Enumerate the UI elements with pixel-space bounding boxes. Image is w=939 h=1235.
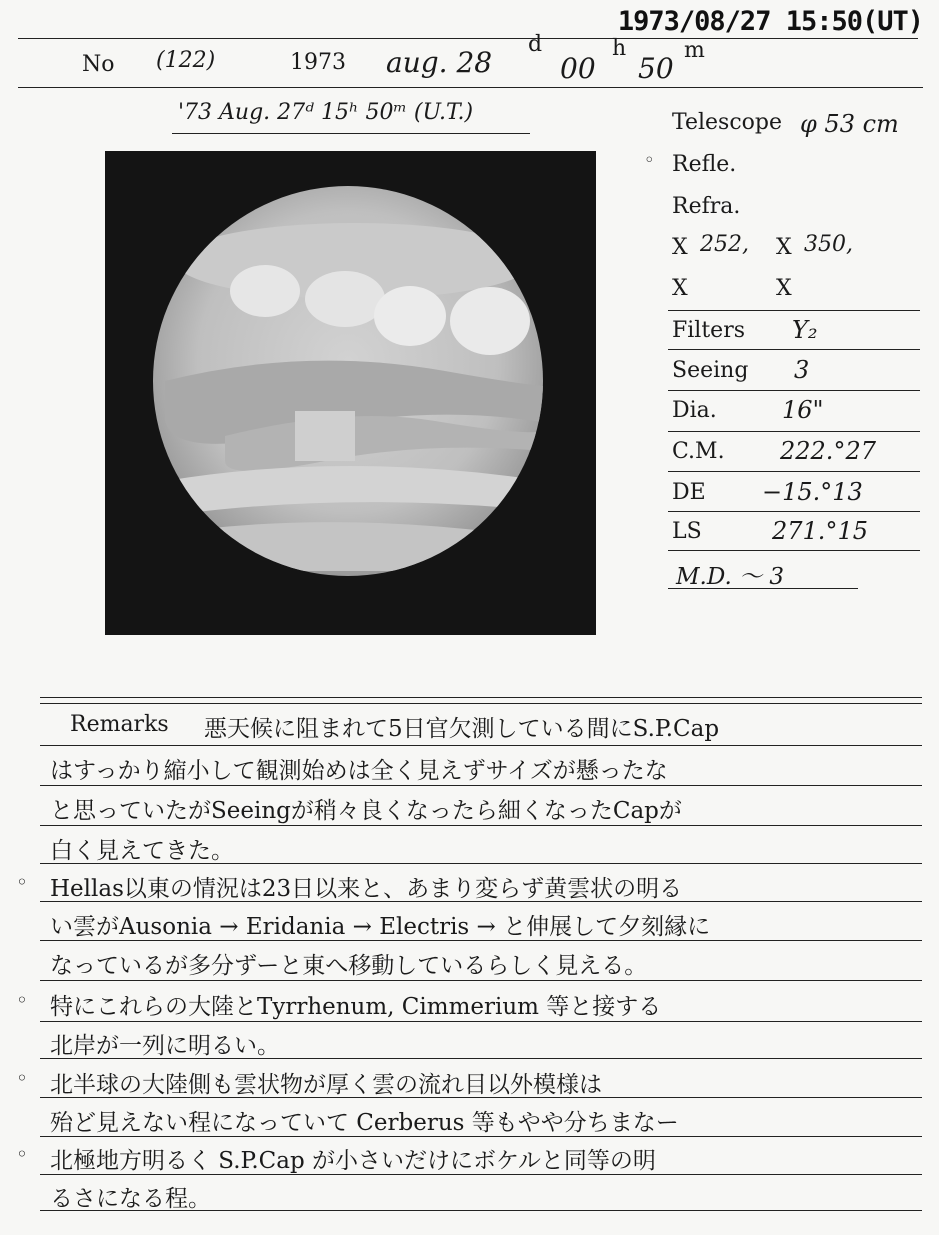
ls-label: LS bbox=[672, 519, 702, 544]
ls-value: 271.°15 bbox=[772, 517, 868, 545]
de-value: −15.°13 bbox=[762, 478, 863, 506]
local-h-mark: h bbox=[612, 36, 627, 61]
mag4-label: X bbox=[776, 276, 792, 301]
mars-drawing bbox=[105, 151, 596, 635]
header-rule bbox=[18, 87, 923, 88]
remark-line: 殆ど見えない程になっていて Cerberus 等もやや分ちまなー bbox=[50, 1110, 679, 1136]
refle-selected-mark: ◦ bbox=[644, 150, 655, 171]
remark-line: Hellas以東の情況は23日以来と、あまり変らず黄雲状の明る bbox=[50, 876, 683, 902]
field-rule bbox=[668, 310, 920, 311]
remark-line: い雲がAusonia → Eridania → Electris → と伸展して夕刻縁に bbox=[50, 914, 711, 940]
remark-line: 北半球の大陸側も雲状物が厚く雲の流れ目以外模様は bbox=[50, 1072, 602, 1098]
mag3-label: X bbox=[672, 276, 688, 301]
bullet-mark: ◦ bbox=[16, 988, 28, 1012]
mag2-label: X bbox=[776, 235, 792, 260]
local-hour: 00 bbox=[560, 52, 596, 85]
mag2-value: 350, bbox=[804, 232, 853, 257]
remark-line: 特にこれらの大陸とTyrrhenum, Cimmerium 等と接する bbox=[50, 994, 662, 1020]
remark-line: 北岸が一列に明るい。 bbox=[50, 1033, 280, 1059]
mag1-value: 252, bbox=[700, 232, 749, 257]
local-m-mark: m bbox=[684, 38, 705, 63]
no-value: (122) bbox=[156, 48, 216, 73]
de-label: DE bbox=[672, 480, 706, 505]
field-rule bbox=[668, 550, 920, 551]
remark-line: 白く見えてきた。 bbox=[50, 838, 234, 864]
remarks-label: Remarks bbox=[70, 712, 169, 737]
timestamp-stamp: 1973/08/27 15:50(UT) bbox=[617, 6, 923, 37]
refra-label: Refra. bbox=[672, 194, 741, 219]
remarks-top-rule-2 bbox=[40, 703, 922, 704]
remark-line: 北極地方明るく S.P.Cap が小さいだけにボケルと同等の明 bbox=[50, 1148, 656, 1174]
ut-line: '73 Aug. 27ᵈ 15ʰ 50ᵐ (U.T.) bbox=[178, 100, 474, 125]
remarks-top-rule bbox=[40, 697, 922, 698]
local-min: 50 bbox=[638, 52, 674, 85]
no-label: No bbox=[82, 52, 115, 77]
local-d-mark: d bbox=[528, 32, 543, 57]
ut-underline bbox=[172, 133, 530, 134]
bullet-mark: ◦ bbox=[16, 870, 28, 894]
md-value: M.D. ～ 3 bbox=[676, 564, 785, 590]
remark-line: と思っていたがSeeingが稍々良くなったら細くなったCapが bbox=[50, 798, 682, 824]
remark-line: はすっかり縮小して観測始めは全く見えずサイズが懸ったな bbox=[50, 758, 668, 784]
field-rule bbox=[668, 588, 858, 589]
telescope-label: Telescope bbox=[672, 110, 782, 135]
telescope-value: φ 53 cm bbox=[800, 110, 899, 138]
dia-label: Dia. bbox=[672, 398, 717, 423]
field-rule bbox=[668, 511, 920, 512]
field-rule bbox=[668, 349, 920, 350]
remark-line: なっているが多分ずーと東へ移動しているらしく見える。 bbox=[50, 953, 648, 979]
field-rule bbox=[668, 431, 920, 432]
refle-label: Refle. bbox=[672, 152, 737, 177]
mag1-label: X bbox=[672, 235, 688, 260]
year: 1973 bbox=[290, 50, 346, 75]
cm-value: 222.°27 bbox=[780, 437, 876, 465]
seeing-label: Seeing bbox=[672, 358, 749, 383]
top-rule bbox=[18, 38, 918, 39]
remark-line: 悪天候に阻まれて5日官欠測している間にS.P.Cap bbox=[204, 716, 720, 742]
field-rule bbox=[668, 390, 920, 391]
seeing-value: 3 bbox=[794, 356, 810, 384]
local-date: aug. 28 bbox=[386, 46, 493, 79]
dia-value: 16" bbox=[782, 396, 824, 424]
cm-label: C.M. bbox=[672, 439, 725, 464]
field-rule bbox=[668, 471, 920, 472]
bullet-mark: ◦ bbox=[16, 1142, 28, 1166]
bullet-mark: ◦ bbox=[16, 1066, 28, 1090]
filters-label: Filters bbox=[672, 318, 746, 343]
filters-value: Y₂ bbox=[792, 316, 818, 344]
remark-line: るさになる程。 bbox=[50, 1186, 211, 1212]
